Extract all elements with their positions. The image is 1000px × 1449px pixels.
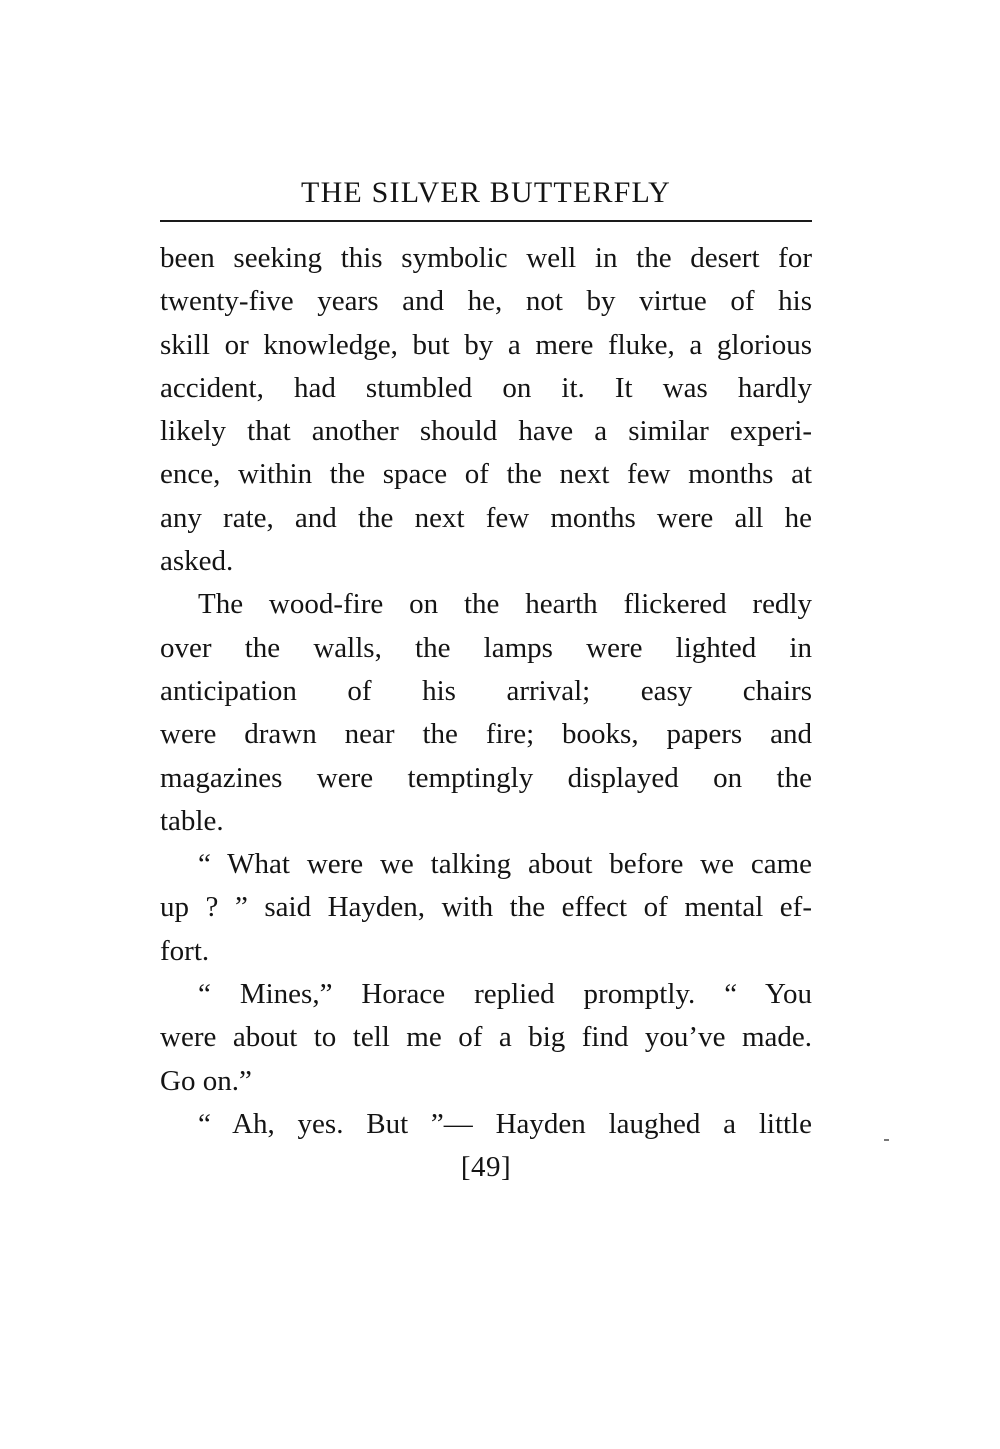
text-line: Go on.” [160,1064,252,1097]
page-number: [49] [460,1151,512,1183]
text-line: accident, had stumbled on it. It was hardly [160,371,812,404]
header-rule [160,220,812,222]
text-line: skill or knowledge, but by a mere fluke, a glorious [160,328,812,361]
text-line: asked. [160,545,234,578]
text-line: fort. [160,934,210,967]
text-line: magazines were temptingly displayed on the [160,761,812,794]
text-line: been seeking this symbolic well in the desert for [160,242,812,274]
text-line: “ What were we talking about before we came [198,848,812,881]
running-head: THE SILVER BUTTERFLY [301,176,671,209]
body-text [160,237,812,1146]
text-line: The wood-fire on the hearth flickered redly [198,588,812,621]
text-line: anticipation of his arrival; easy chairs [160,674,812,707]
scan-speck [884,1139,889,1141]
text-line: table. [160,804,224,837]
text-line: “ Ah, yes. But ”— Hayden laughed a little [198,1107,812,1140]
text-line: up ? ” said Hayden, with the effect of mental ef- [160,891,812,924]
text-line: “ Mines,” Horace replied promptly. “ You [198,978,812,1011]
text-line: were drawn near the fire; books, papers and [160,718,812,751]
text-line: any rate, and the next few months were all he [160,501,812,534]
text-line: over the walls, the lamps were lighted in [160,631,812,664]
text-line: likely that another should have a similar experi- [160,415,812,448]
text-line: were about to tell me of a big find you’ve made. [160,1021,812,1054]
text-line: ence, within the space of the next few months at [160,458,812,491]
text-line: twenty-five years and he, not by virtue of his [160,285,812,318]
